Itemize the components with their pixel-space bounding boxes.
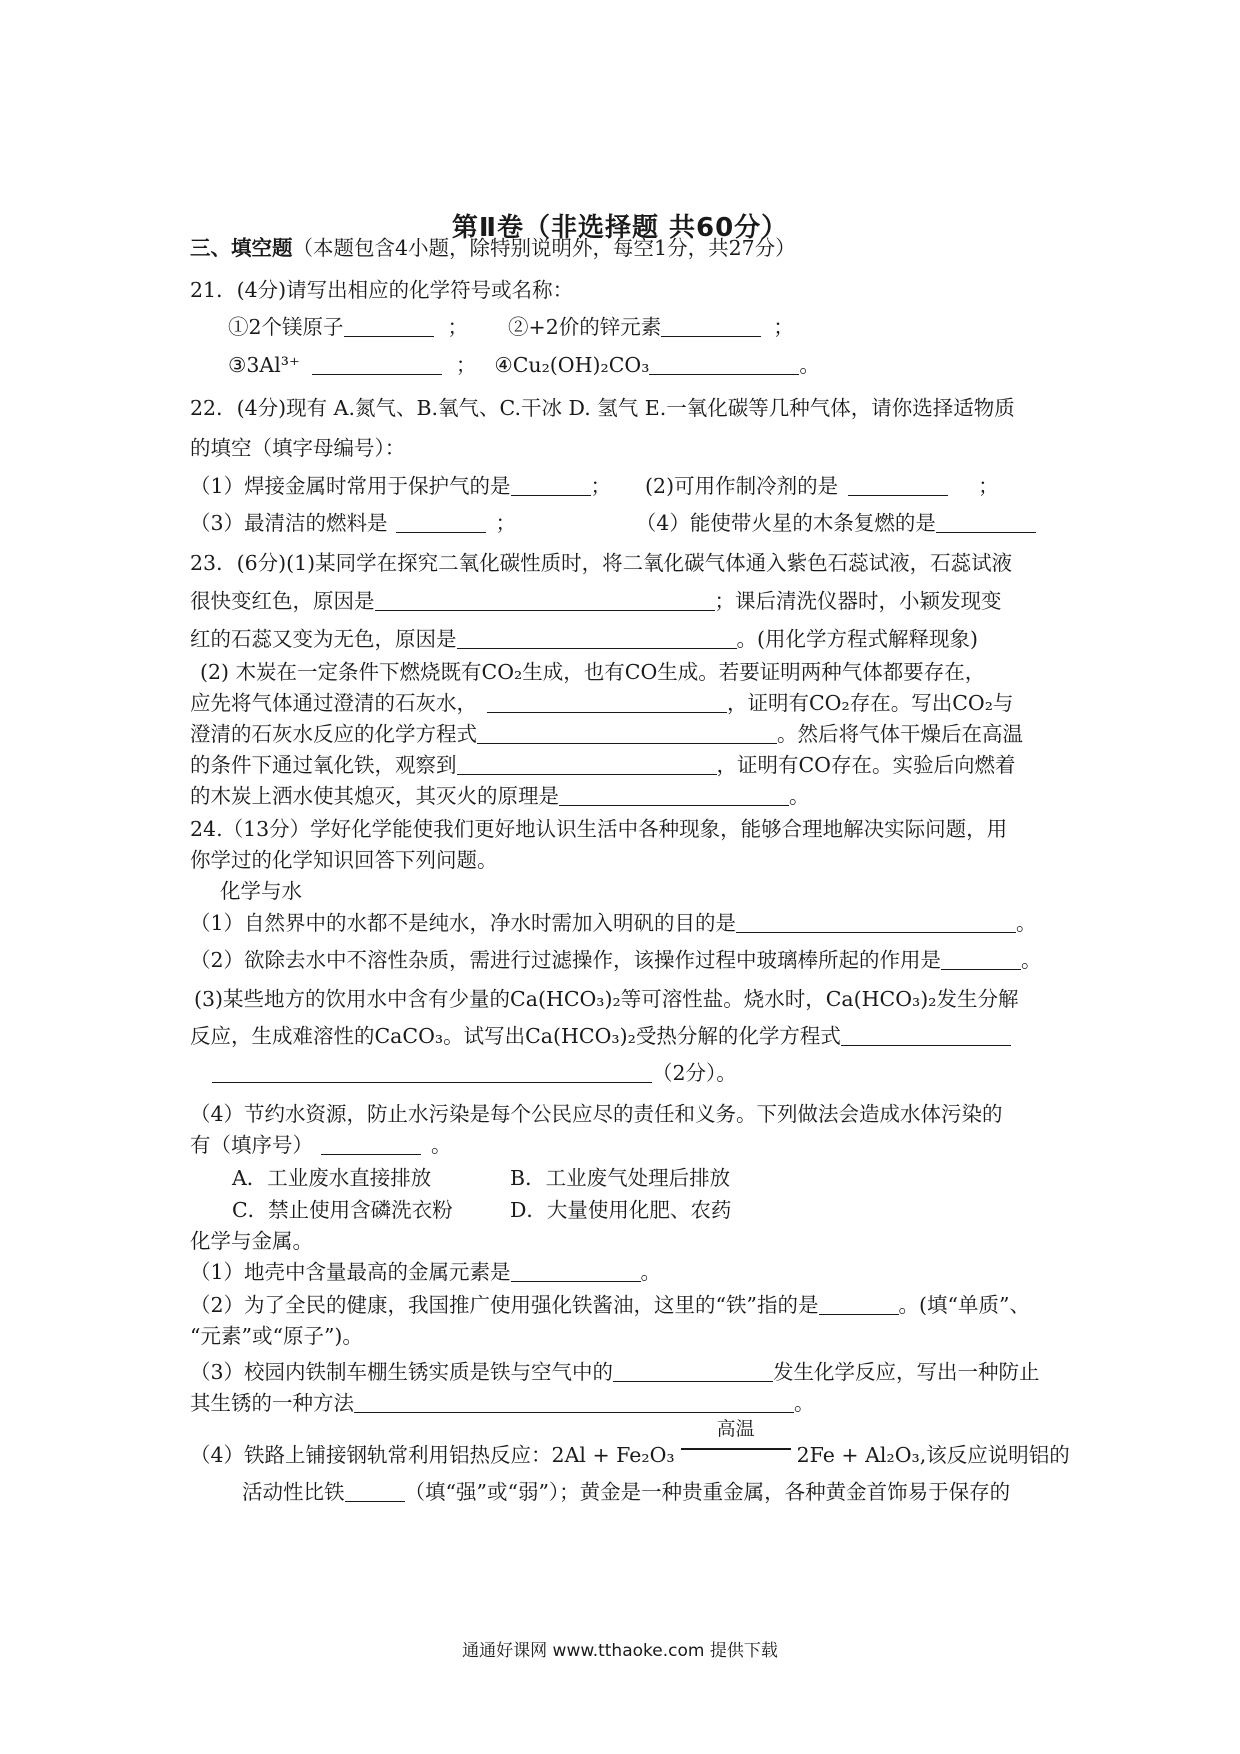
q22-row-1 xyxy=(190,471,999,501)
answer-blank[interactable] xyxy=(344,314,434,337)
q24-text: 活动性比铁 xyxy=(242,1480,345,1504)
q23-text: 的木炭上洒水使其熄灭，其灭火的原理是 xyxy=(190,784,559,808)
water-q3-line-2 xyxy=(190,1021,1011,1051)
q22-stem-2: 的填空（填字母编号）： xyxy=(190,436,406,460)
water-q2 xyxy=(190,945,1042,975)
q24-line-2: 你学过的化学知识回答下列问题。 xyxy=(190,848,498,872)
section-note: （本题包含4小题，除特别说明外，每空1分，共27分） xyxy=(292,236,796,260)
q23-text: ；课后清洗仪器时，小颖发现变 xyxy=(714,589,1002,613)
q23-text: 。(用化学方程式解释现象) xyxy=(736,627,978,651)
q24-text: （填“强”或“弱”）；黄金是一种贵重金属，各种黄金首饰易于保存的 xyxy=(404,1480,1011,1504)
q21-row-2 xyxy=(228,350,820,380)
semicolon: ； xyxy=(447,315,469,339)
water-q3-line-3 xyxy=(212,1058,737,1088)
q21-item-1: ①2个镁原子 xyxy=(228,315,344,339)
q22-part-4: （4）能使带火星的木条复燃的是 xyxy=(646,511,936,535)
q22-row-2 xyxy=(190,508,1036,538)
page-title: 第Ⅱ卷（非选择题 共60分） xyxy=(451,213,789,243)
q24-text: 其生锈的一种方法 xyxy=(190,1391,354,1415)
q24-text: （1）地壳中含量最高的金属元素是 xyxy=(190,1260,511,1284)
footer-source: 通通好课网 www.tthaoke.com 提供下载 xyxy=(462,1641,778,1661)
q23-line-4: (2) 木炭在一定条件下燃烧既有CO₂生成，也有CO生成。若要证明两种气体都要存在， xyxy=(200,660,986,684)
q21-item-4: ④Cu₂(OH)₂CO₃ xyxy=(494,353,650,377)
water-q4-line-1: （4）节约水资源，防止水污染是每个公民应尽的责任和义务。下列做法会造成水体污染的 xyxy=(190,1102,1003,1126)
answer-blank[interactable] xyxy=(457,626,737,649)
q23-line-8 xyxy=(190,781,810,811)
answer-blank[interactable] xyxy=(212,1060,652,1083)
metal-q2-line-2: “元素”或“原子”)。 xyxy=(190,1324,363,1348)
q24-text: （4）铁路上铺接钢轨常利用铝热反应：2Al + Fe₂O₃ xyxy=(190,1443,675,1467)
q23-text: ，证明有CO₂存在。写出CO₂与 xyxy=(727,691,1014,715)
q23-text: 应先将气体通过澄清的石灰水， xyxy=(190,691,477,715)
semicolon: ； xyxy=(773,315,794,339)
answer-blank[interactable] xyxy=(457,752,717,775)
q23-line-5 xyxy=(190,688,1013,718)
option-d: D．大量使用化肥、农药 xyxy=(510,1198,732,1222)
answer-blank[interactable] xyxy=(312,352,442,375)
answer-blank[interactable] xyxy=(396,510,486,533)
period: 。 xyxy=(799,353,820,377)
metal-q1 xyxy=(190,1257,661,1287)
q21-stem: 21．(4分)请写出相应的化学符号或名称： xyxy=(190,278,574,302)
q23-line-2 xyxy=(190,586,1002,616)
q22-part-2: (2)可用作制冷剂的是 xyxy=(645,474,839,498)
answer-blank[interactable] xyxy=(661,314,761,337)
semicolon: ； xyxy=(590,474,612,498)
period: 。 xyxy=(794,1391,815,1415)
answer-blank[interactable] xyxy=(354,1390,794,1413)
q24-text: 发生化学反应，写出一种防止 xyxy=(773,1360,1040,1384)
q24-text: 有（填序号） xyxy=(190,1133,313,1157)
answer-blank[interactable] xyxy=(345,1479,405,1502)
period: 。 xyxy=(1016,911,1037,935)
answer-blank[interactable] xyxy=(477,721,777,744)
water-q3-line-1: (3)某些地方的饮用水中含有少量的Ca(HCO₃)₂等可溶性盐。烧水时，Ca(HCO₃)₂发生分解 xyxy=(194,987,1019,1011)
period: 。 xyxy=(431,1133,452,1157)
answer-blank[interactable] xyxy=(375,588,715,611)
answer-blank[interactable] xyxy=(649,352,799,375)
q23-line-3 xyxy=(190,624,978,654)
q23-text: ，证明有CO存在。实验后向燃着 xyxy=(716,753,1016,777)
water-q1 xyxy=(190,908,1037,938)
answer-blank[interactable] xyxy=(321,1132,421,1155)
q23-text: 红的石蕊又变为无色，原因是 xyxy=(190,627,457,651)
q24-text: 。(填“单质”、 xyxy=(898,1293,1030,1317)
q23-text: 。 xyxy=(789,784,810,808)
option-a: A．工业废水直接排放 xyxy=(232,1166,432,1190)
q23-text: 。然后将气体干燥后在高温 xyxy=(777,722,1023,746)
semicolon: ； xyxy=(978,474,999,498)
q21-item-2: ②+2价的锌元素 xyxy=(508,315,662,339)
water-q4-line-2 xyxy=(190,1130,452,1160)
metal-subtitle: 化学与金属。 xyxy=(190,1229,313,1253)
answer-blank[interactable] xyxy=(941,947,1021,970)
reaction-condition: 高温 xyxy=(716,1418,755,1440)
q24-text: （3）校园内铁制车棚生锈实质是铁与空气中的 xyxy=(190,1360,614,1384)
semicolon: ； xyxy=(495,511,517,535)
q22-stem-1: 22．(4分)现有 A.氮气、B.氧气、C.干冰 D. 氢气 E.一氧化碳等几种气体，请你选择适物质 xyxy=(190,396,1015,420)
section-heading-line xyxy=(190,233,796,263)
q21-item-3: ③3Al³⁺ xyxy=(228,353,300,377)
metal-q2-line-1 xyxy=(190,1290,1030,1320)
answer-blank[interactable] xyxy=(819,1292,899,1315)
reaction-arrow xyxy=(681,1418,791,1462)
reaction-line xyxy=(681,1448,791,1450)
answer-blank[interactable] xyxy=(613,1359,773,1382)
q23-text: 澄清的石灰水反应的化学方程式 xyxy=(190,722,477,746)
period: 。 xyxy=(640,1260,662,1284)
metal-q4-line-1 xyxy=(190,1418,1070,1470)
q22-part-1: （1）焊接金属时常用于保护气的是 xyxy=(190,474,511,498)
answer-blank[interactable] xyxy=(841,1023,1011,1046)
answer-blank[interactable] xyxy=(936,510,1036,533)
answer-blank[interactable] xyxy=(736,910,1016,933)
q23-line-1: 23．(6分)(1)某同学在探究二氧化碳性质时，将二氧化碳气体通入紫色石蕊试液，石蕊试液 xyxy=(190,551,1013,575)
q24-text: 2Fe + Al₂O₃,该反应说明铝的 xyxy=(796,1443,1070,1467)
q24-text: （1）自然界中的水都不是纯水，净水时需加入明矾的目的是 xyxy=(190,911,737,935)
q21-row-1 xyxy=(228,312,794,342)
q24-text: （2）为了全民的健康，我国推广使用强化铁酱油，这里的“铁”指的是 xyxy=(190,1293,819,1317)
q23-line-6 xyxy=(190,719,1023,749)
answer-blank[interactable] xyxy=(511,1259,641,1282)
option-c: C．禁止使用含磷洗衣粉 xyxy=(232,1198,453,1222)
q24-line-1: 24.（13分）学好化学能使我们更好地认识生活中各种现象，能够合理地解决实际问题，用 xyxy=(190,817,1008,841)
q23-text: 很快变红色，原因是 xyxy=(190,589,375,613)
q24-text: 反应，生成难溶性的CaCO₃。试写出Ca(HCO₃)₂受热分解的化学方程式 xyxy=(190,1024,841,1048)
period: 。 xyxy=(1021,948,1042,972)
q22-part-3: （3）最清洁的燃料是 xyxy=(190,511,388,535)
option-b: B．工业废气处理后排放 xyxy=(510,1166,731,1190)
q24-text: （2分）。 xyxy=(652,1061,737,1085)
q23-text: 的条件下通过氧化铁，观察到 xyxy=(190,753,457,777)
answer-blank[interactable] xyxy=(487,690,727,713)
metal-q3-line-1 xyxy=(190,1357,1040,1387)
q23-line-7 xyxy=(190,750,1016,780)
section-heading: 三、填空题 xyxy=(190,236,293,260)
water-q4-options-1 xyxy=(232,1163,730,1193)
answer-blank[interactable] xyxy=(848,473,948,496)
water-q4-options-2 xyxy=(232,1195,731,1225)
q24-text: （2）欲除去水中不溶性杂质，需进行过滤操作，该操作过程中玻璃棒所起的作用是 xyxy=(190,948,942,972)
answer-blank[interactable] xyxy=(511,473,591,496)
water-subtitle: 化学与水 xyxy=(220,879,302,903)
semicolon: ； xyxy=(455,353,477,377)
metal-q4-line-2 xyxy=(242,1477,1010,1507)
answer-blank[interactable] xyxy=(559,783,789,806)
